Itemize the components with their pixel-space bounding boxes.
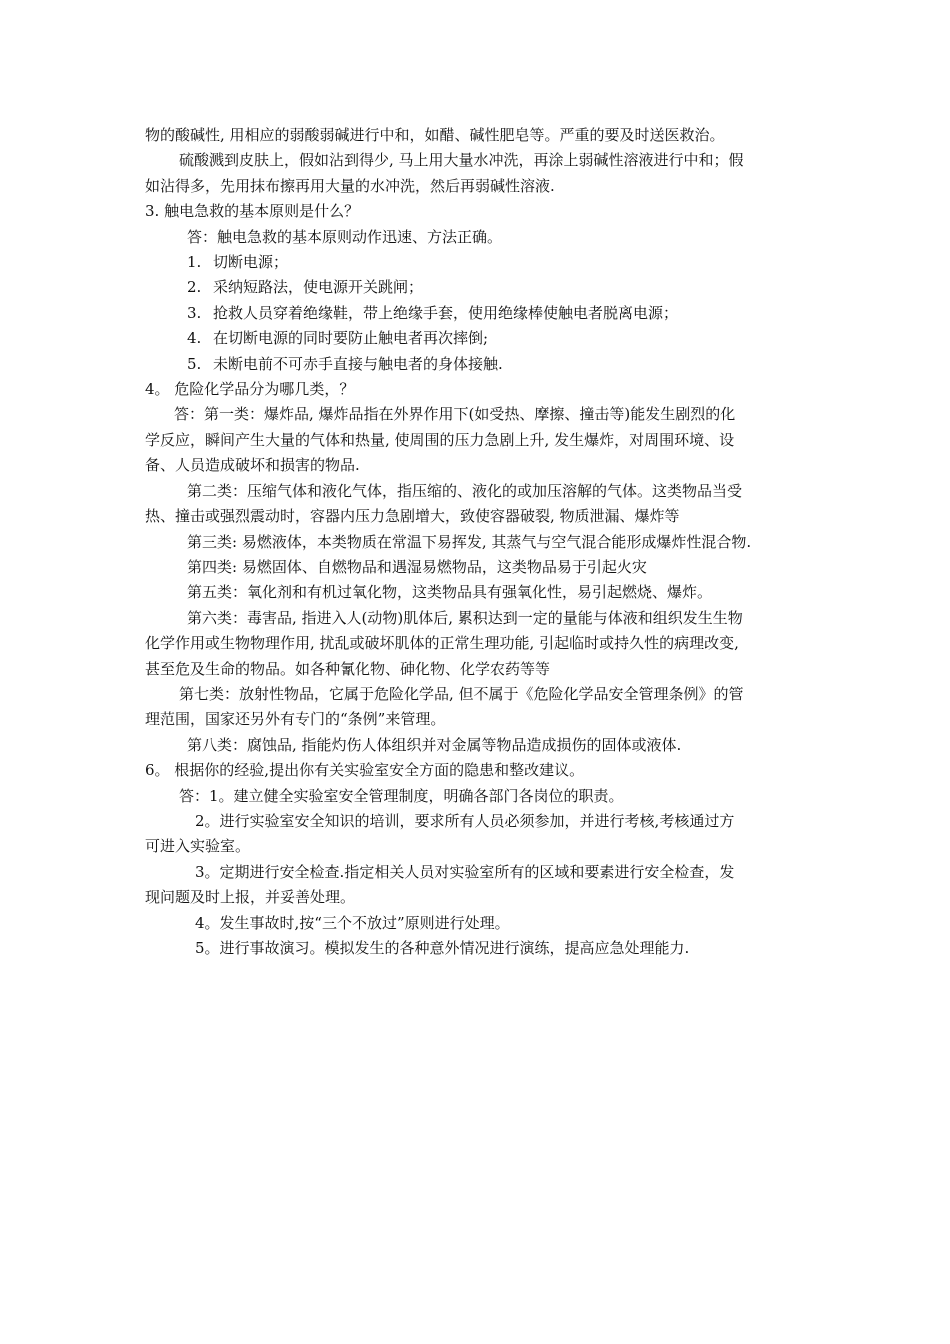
- category-1-text: 学反应，瞬间产生大量的气体和热量, 使周围的压力急剧上升, 发生爆炸，对周围环境、设: [145, 430, 735, 449]
- category-2-text: 第二类：压缩气体和液化气体，指压缩的、液化的或加压溶解的气体。这类物品当受: [187, 481, 743, 500]
- suggestion-text: 现问题及时上报，并妥善处理。: [145, 888, 356, 907]
- question-heading: 3. 触电急救的基本原则是什么？: [145, 202, 360, 221]
- list-item: [145, 326, 810, 351]
- category-3-text: 第三类: 易燃液体，本类物质在常温下易挥发, 其蒸气与空气混合能形成爆炸性混合物.: [187, 532, 752, 551]
- list-text: 抢救人员穿着绝缘鞋，带上绝缘手套，使用绝缘棒使触电者脱离电源；: [213, 303, 679, 322]
- list-number: 2.: [187, 278, 202, 297]
- category-5-text: 第五类：氧化剂和有机过氧化物，这类物品具有强氧化性，易引起燃烧、爆炸。: [187, 583, 713, 602]
- list-text: 未断电前不可赤手直接与触电者的身体接触.: [213, 354, 503, 373]
- paragraph-line: 硫酸溅到皮肤上，假如沾到得少, 马上用大量水冲洗，再涂上弱碱性溶液进行中和；假: [179, 151, 744, 170]
- suggestion-text: 5。进行事故演习。模拟发生的各种意外情况进行演练，提高应急处理能力.: [195, 939, 690, 957]
- category-1-text: 备、人员造成破坏和损害的物品.: [145, 456, 360, 475]
- category-8-text: 第八类：腐蚀品, 指能灼伤人体组织并对金属等物品造成损伤的固体或液体.: [187, 735, 682, 754]
- question-heading: 4。 危险化学品分为哪几类，？: [145, 380, 355, 399]
- suggestion-text: 可进入实验室。: [145, 837, 251, 856]
- category-6-text: 甚至危及生命的物品。如各种氰化物、砷化物、化学农药等等: [145, 659, 551, 678]
- list-text: 在切断电源的同时要防止触电者再次摔倒;: [213, 329, 489, 348]
- list-number: 4.: [187, 329, 202, 348]
- category-4-text: 第四类: 易燃固体、自燃物品和遇湿易燃物品，这类物品易于引起火灾: [187, 557, 647, 576]
- list-text: 采纳短路法，使电源开关跳闸；: [213, 278, 424, 297]
- list-number: 1.: [187, 253, 202, 272]
- category-6-text: 化学作用或生物物理作用, 扰乱或破坏肌体的正常生理功能, 引起临时或持久性的病理改变,: [145, 634, 739, 653]
- category-7-text: 理范围，国家还另外有专门的“条例”来管理。: [145, 710, 446, 729]
- suggestion-text: 4。发生事故时,按“三个不放过”原则进行处理。: [195, 913, 510, 932]
- category-7-text: 第七类：放射性物品，它属于危险化学品, 但不属于《危险化学品安全管理条例》的管: [179, 684, 744, 703]
- paragraph-line: 如沾得多，先用抹布擦再用大量的水冲洗，然后再弱碱性溶液.: [145, 176, 555, 195]
- list-item: [145, 352, 810, 377]
- question-heading: 6。 根据你的经验,提出你有关实验室安全方面的隐患和整改建议。: [145, 761, 585, 780]
- suggestion-text: 3。定期进行安全检查.指定相关人员对实验室所有的区域和要素进行安全检查，发: [195, 862, 735, 881]
- list-item: [145, 275, 810, 300]
- list-number: 3.: [187, 303, 202, 322]
- list-number: 5.: [187, 354, 202, 373]
- document-page: [145, 123, 810, 961]
- paragraph-line: 物的酸碱性, 用相应的弱酸弱碱进行中和，如醋、碱性肥皂等。严重的要及时送医救治。: [145, 126, 725, 144]
- category-1-text: 答：第一类：爆炸品, 爆炸品指在外界作用下(如受热、摩擦、撞击等)能发生剧烈的化: [174, 405, 736, 424]
- answer-text: 答：触电急救的基本原则动作迅速、方法正确。: [187, 227, 503, 246]
- suggestion-text: 答：1。建立健全实验室安全管理制度，明确各部门各岗位的职责。: [179, 786, 624, 805]
- list-text: 切断电源；: [213, 253, 289, 272]
- category-6-text: 第六类：毒害品, 指进入人(动物)肌体后, 累积达到一定的量能与体液和组织发生生物: [187, 608, 743, 627]
- suggestion-text: 2。进行实验室安全知识的培训，要求所有人员必须参加，并进行考核,考核通过方: [195, 811, 735, 830]
- list-item: [145, 250, 810, 275]
- list-item: [145, 301, 810, 326]
- category-2-text: 热、撞击或强烈震动时，容器内压力急剧增大，致使容器破裂, 物质泄漏、爆炸等: [145, 507, 680, 526]
